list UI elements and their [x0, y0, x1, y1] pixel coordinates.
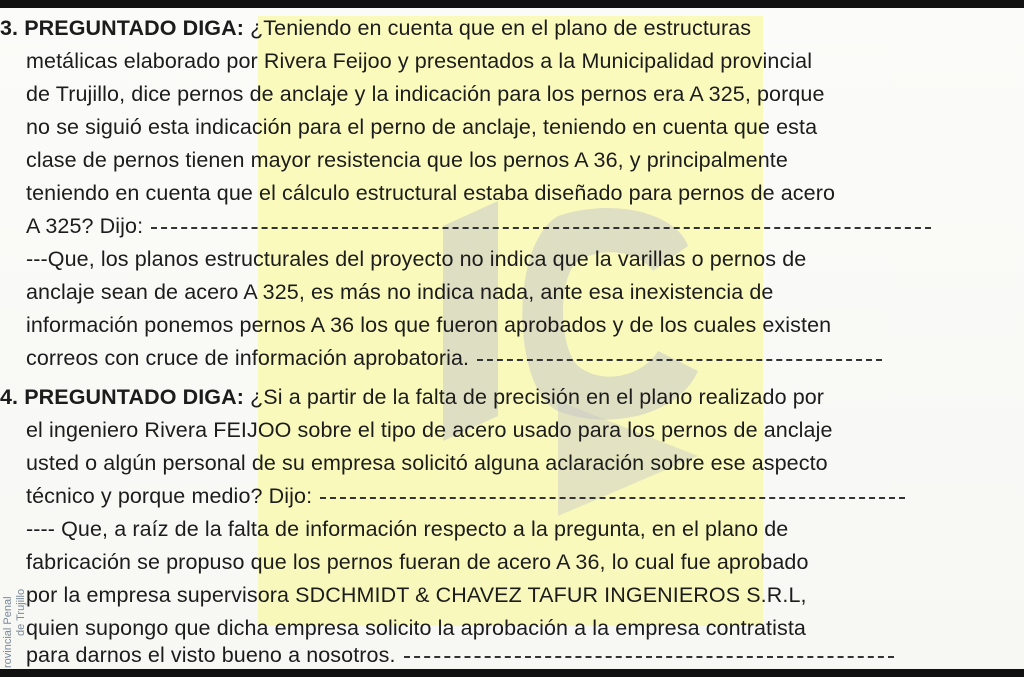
- dash-leader: [320, 496, 905, 499]
- top-border: [0, 0, 1024, 8]
- q3-line-2: de Trujillo, dice pernos de anclaje y la indicación para los pernos era A 325, porque: [26, 82, 825, 106]
- q3-line-3: no se siguió esta indicación para el perno de anclaje, teniendo en cuenta que esta: [26, 115, 818, 139]
- q4-line-1: el ingeniero Rivera FEIJOO sobre el tipo de acero usado para los pernos de anclaje: [26, 418, 833, 442]
- q4-number: 4.: [0, 385, 19, 409]
- q4-answer-text-4: para darnos el visto bueno a nosotros.: [26, 643, 396, 667]
- q3-answer-text-3: correos con cruce de información aprobatoria.: [26, 346, 470, 370]
- q4-line-0: [0, 384, 824, 410]
- document-page: [0, 8, 1024, 669]
- q4-line-2: usted o algún personal de su empresa solicitó alguna aclaración sobre ese aspecto: [26, 451, 828, 475]
- q3-line-4: clase de pernos tienen mayor resistencia que los pernos A 36, y principalmente: [26, 148, 788, 172]
- q3-line-0: [0, 15, 751, 41]
- q4-answer-1: fabricación se propuso que los pernos fueran de acero A 36, lo cual fue aprobado: [26, 550, 809, 574]
- q4-heading: PREGUNTADO DIGA:: [24, 385, 244, 409]
- q3-line-6: [26, 213, 931, 239]
- dash-leader: [404, 655, 894, 658]
- q3-line-5: teniendo en cuenta que el cálculo estructural estaba diseñado para pernos de acero: [26, 181, 836, 205]
- stamp-line-1: rovincial Penal: [2, 596, 14, 668]
- q4-answer-2: por la empresa supervisora SDCHMIDT & CHAVEZ TAFUR INGENIEROS S.R.L,: [26, 583, 807, 607]
- q4-text-3: técnico y porque medio? Dijo:: [26, 484, 313, 508]
- q3-answer-0: ---Que, los planos estructurales del proyecto no indica que la varillas o pernos de: [26, 247, 807, 271]
- q4-answer-3: quien supongo que dicha empresa solicito la aprobación a la empresa contratista: [26, 616, 806, 640]
- q3-answer-1: anclaje sean de acero A 325, es más no indica nada, ante esa inexistencia de: [26, 280, 774, 304]
- q4-line-3: [26, 483, 905, 509]
- q3-text-0: ¿Teniendo en cuenta que en el plano de estructuras: [250, 16, 752, 40]
- q4-answer-0: ---- Que, a raíz de la falta de información respecto a la pregunta, en el plano de: [26, 517, 789, 541]
- q4-answer-4: [26, 642, 894, 668]
- q3-heading: PREGUNTADO DIGA:: [24, 16, 244, 40]
- stamp-line-2: de Trujillo: [15, 588, 27, 636]
- q3-answer-2: información ponemos pernos A 36 los que fueron aprobados y de los cuales existen: [26, 313, 832, 337]
- dash-leader: [477, 358, 882, 361]
- q3-number: 3.: [0, 16, 19, 40]
- q3-text-6: A 325? Dijo:: [26, 214, 144, 238]
- q3-answer-3: [26, 345, 882, 371]
- q3-line-1: metálicas elaborado por Rivera Feijoo y presentados a la Municipalidad provincial: [26, 49, 813, 73]
- bottom-border: [0, 669, 1024, 677]
- court-stamp: [0, 556, 36, 669]
- dash-leader: [151, 226, 931, 229]
- q4-text-0: ¿Si a partir de la falta de precisión en el plano realizado por: [250, 385, 825, 409]
